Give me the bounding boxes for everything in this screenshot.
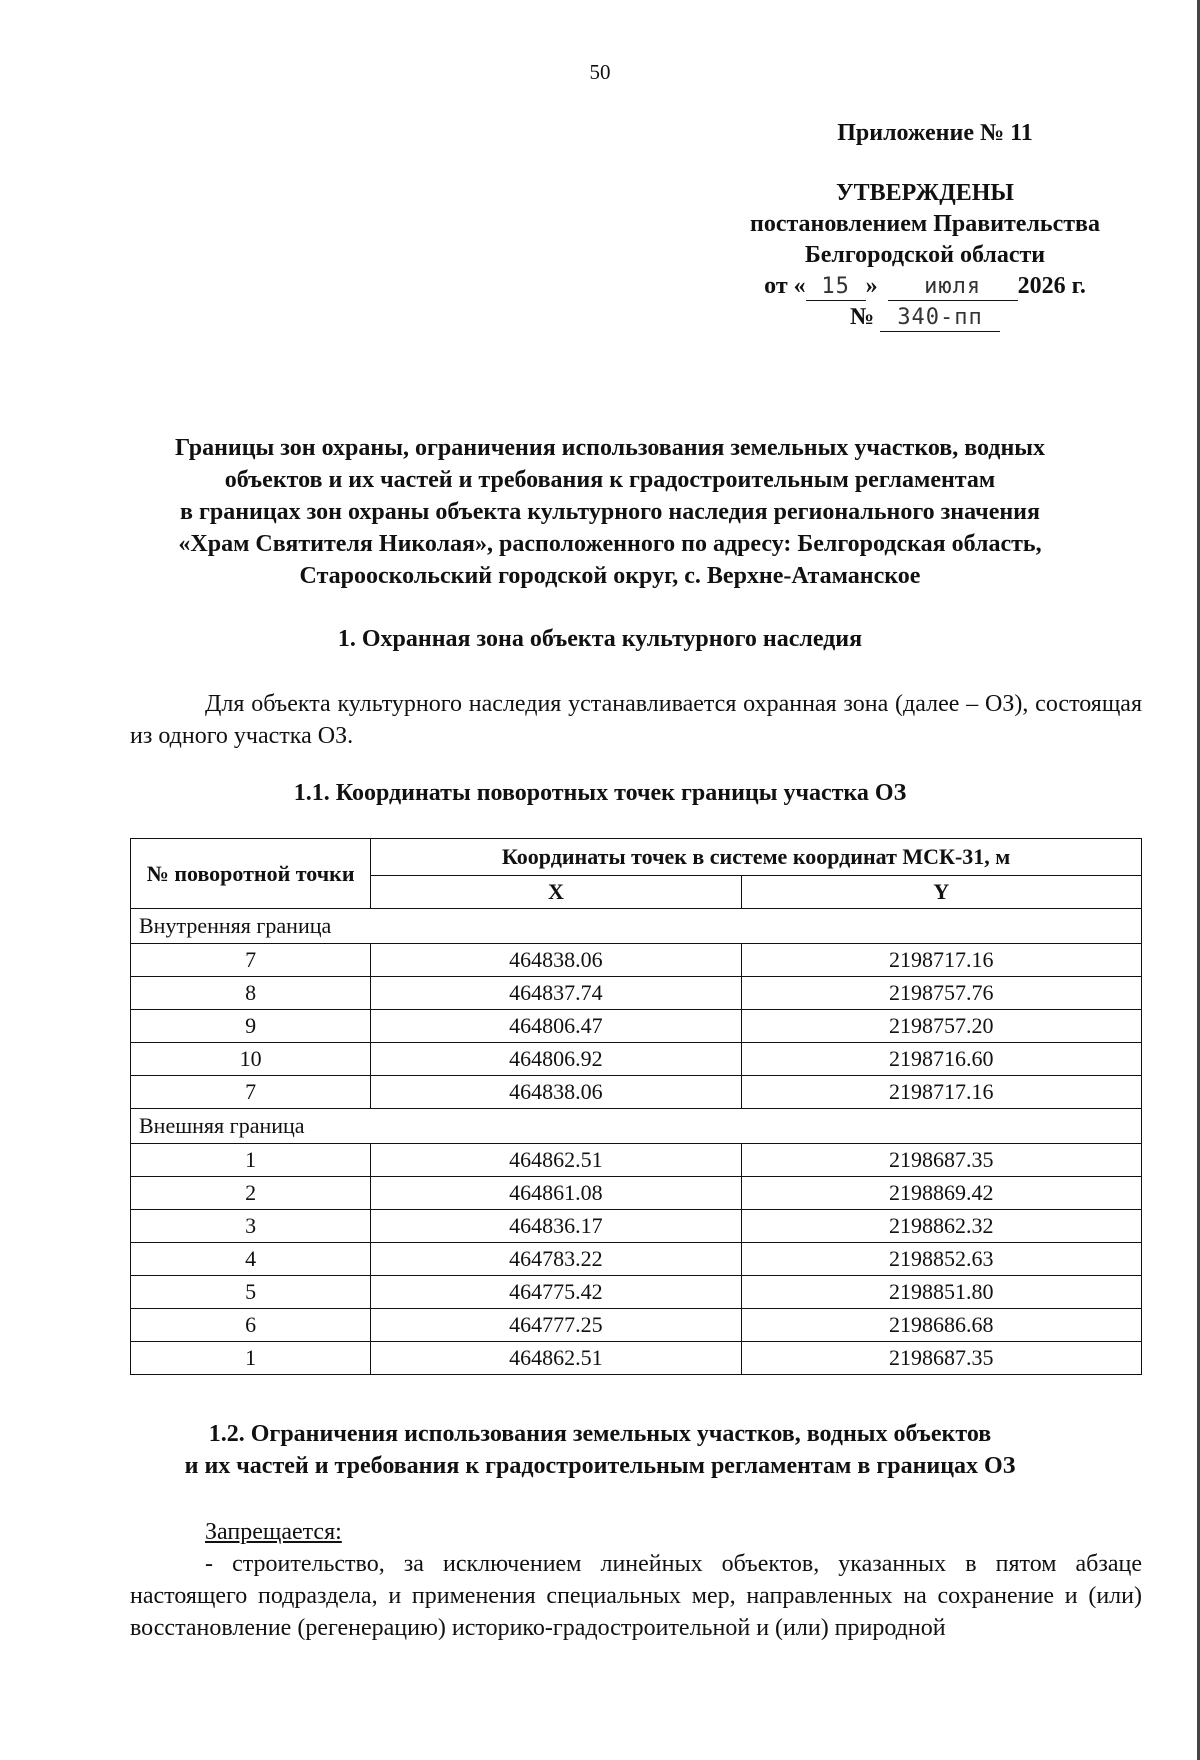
coordinates-table-body <box>131 909 1142 1375</box>
point-number-cell: 2 <box>131 1177 371 1210</box>
title-line: «Храм Святителя Николая», расположенного по адресу: Белгородская область, <box>178 531 1042 557</box>
point-number-header: № поворотной точки <box>131 839 371 909</box>
number-prefix: № <box>849 304 875 330</box>
y-coordinate-cell: 2198717.16 <box>741 1076 1141 1109</box>
point-number-cell: 10 <box>131 1043 371 1076</box>
approval-number <box>705 302 1145 333</box>
resolution-label: постановлением Правительства <box>749 211 1100 237</box>
x-coordinate-cell: 464861.08 <box>371 1177 741 1210</box>
section-1-2-heading-line: и их частей и требования к градостроительным регламентам в границах ОЗ <box>184 1453 1016 1479</box>
x-coordinate-cell: 464862.51 <box>371 1144 741 1177</box>
coordinates-header: Координаты точек в системе координат МСК-31, м <box>371 839 1142 876</box>
appendix-label: Приложение № 11 <box>837 120 1033 146</box>
point-number-cell: 7 <box>131 1076 371 1109</box>
table-row <box>131 1076 1142 1109</box>
section-1-2-heading-line: 1.2. Ограничения использования земельных участков, водных объектов <box>208 1421 992 1447</box>
point-number-cell: 7 <box>131 944 371 977</box>
x-coordinate-cell: 464838.06 <box>371 944 741 977</box>
y-coordinate-cell: 2198716.60 <box>741 1043 1141 1076</box>
coordinates-table <box>130 838 1142 1375</box>
x-coordinate-cell: 464806.47 <box>371 1010 741 1043</box>
table-row <box>131 1043 1142 1076</box>
x-coordinate-cell: 464775.42 <box>371 1276 741 1309</box>
section-1-2-heading <box>0 1418 1200 1482</box>
point-number-cell: 5 <box>131 1276 371 1309</box>
date-prefix: от « <box>764 273 806 299</box>
point-number-cell: 4 <box>131 1243 371 1276</box>
x-header: X <box>371 876 741 909</box>
number-value: 340-пп <box>880 305 1000 332</box>
y-coordinate-cell: 2198687.35 <box>741 1144 1141 1177</box>
approval-stamp <box>705 178 1145 333</box>
date-day: 15 <box>806 274 866 301</box>
table-row <box>131 1210 1142 1243</box>
title-line: в границах зон охраны объекта культурного наследия регионального значения <box>179 499 1040 525</box>
y-header: Y <box>741 876 1141 909</box>
table-row <box>131 1177 1142 1210</box>
title-line: Границы зон охраны, ограничения использования земельных участков, водных <box>174 435 1046 461</box>
table-row <box>131 1243 1142 1276</box>
table-row <box>131 1342 1142 1375</box>
page-number: 50 <box>589 60 611 84</box>
approval-date <box>705 271 1145 302</box>
region-label: Белгородской области <box>804 242 1046 268</box>
point-number-cell: 3 <box>131 1210 371 1243</box>
table-group-label: Внутренняя граница <box>131 909 1142 944</box>
title-line: Старооскольский городской округ, с. Верхне-Атаманское <box>299 563 921 589</box>
document-title <box>110 432 1110 592</box>
table-group-row <box>131 1109 1142 1144</box>
table-row <box>131 1309 1142 1342</box>
x-coordinate-cell: 464777.25 <box>371 1309 741 1342</box>
date-month: июля <box>888 274 1018 301</box>
title-line: объектов и их частей и требования к градостроительным регламентам <box>224 467 996 493</box>
y-coordinate-cell: 2198686.68 <box>741 1309 1141 1342</box>
date-year: 2026 г. <box>1017 273 1086 299</box>
y-coordinate-cell: 2198851.80 <box>741 1276 1141 1309</box>
table-row <box>131 1144 1142 1177</box>
table-group-label: Внешняя граница <box>131 1109 1142 1144</box>
y-coordinate-cell: 2198757.20 <box>741 1010 1141 1043</box>
x-coordinate-cell: 464836.17 <box>371 1210 741 1243</box>
y-coordinate-cell: 2198862.32 <box>741 1210 1141 1243</box>
y-coordinate-cell: 2198717.16 <box>741 944 1141 977</box>
x-coordinate-cell: 464838.06 <box>371 1076 741 1109</box>
prohibited-label <box>130 1516 1142 1548</box>
table-row <box>131 944 1142 977</box>
table-row <box>131 1276 1142 1309</box>
point-number-cell: 8 <box>131 977 371 1010</box>
approved-label: УТВЕРЖДЕНЫ <box>836 180 1014 206</box>
y-coordinate-cell: 2198687.35 <box>741 1342 1141 1375</box>
table-group-row <box>131 909 1142 944</box>
section-1-heading: 1. Охранная зона объекта культурного наследия <box>337 626 863 652</box>
table-row <box>131 977 1142 1010</box>
point-number-cell: 1 <box>131 1342 371 1375</box>
y-coordinate-cell: 2198852.63 <box>741 1243 1141 1276</box>
x-coordinate-cell: 464862.51 <box>371 1342 741 1375</box>
section-1-paragraph: Для объекта культурного наследия устанавливается охранная зона (далее – ОЗ), состоящая из одного участка ОЗ. <box>130 691 1142 749</box>
x-coordinate-cell: 464806.92 <box>371 1043 741 1076</box>
point-number-cell: 6 <box>131 1309 371 1342</box>
y-coordinate-cell: 2198869.42 <box>741 1177 1141 1210</box>
prohibited-label-text: Запрещается: <box>205 1519 342 1545</box>
section-1-1-heading: 1.1. Координаты поворотных точек границы участка ОЗ <box>293 780 907 806</box>
point-number-cell: 9 <box>131 1010 371 1043</box>
point-number-cell: 1 <box>131 1144 371 1177</box>
y-coordinate-cell: 2198757.76 <box>741 977 1141 1010</box>
x-coordinate-cell: 464837.74 <box>371 977 741 1010</box>
x-coordinate-cell: 464783.22 <box>371 1243 741 1276</box>
prohibited-item-1: - строительство, за исключением линейных объектов, указанных в пятом абзаце настоящего подраздела, и применения специальных мер, направленных на сохранение и (или) восстановление (регенерацию) историко-градостроительной и (или) природной <box>130 1551 1142 1641</box>
date-mid: » <box>865 273 878 299</box>
table-row <box>131 1010 1142 1043</box>
